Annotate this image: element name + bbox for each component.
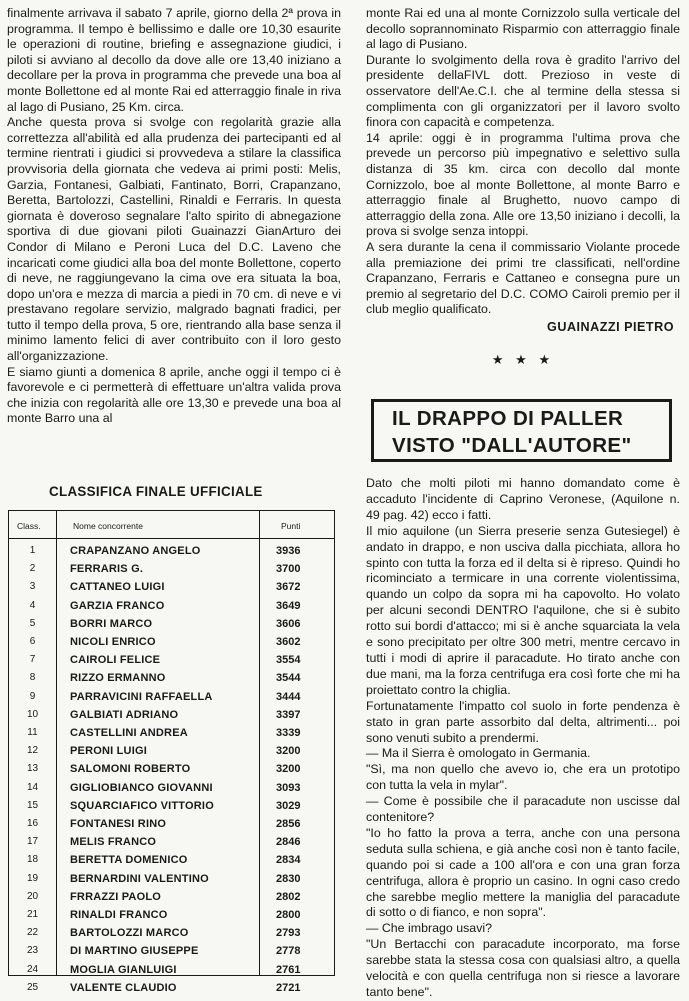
- header-rank: Class.: [17, 521, 41, 531]
- table-header: [9, 511, 334, 539]
- rank-cell: 14: [26, 781, 39, 793]
- article-headline-box: [371, 399, 672, 462]
- rank-cell: 4: [29, 599, 36, 611]
- article-paragraph: "Io ho fatto la prova a terra, anche con una persona seduta sulla schiena, e già anche così non è tanto facile, quando poi si cade a 100 all'ora e con una gran forza centrifuga, allora è proprio un casino. In ogni caso credo che sarebbe meglio mettere la maniglia del paracadute di sotto o di fianco, e non sopra".: [366, 825, 680, 920]
- name-cell: SALOMONI ROBERTO: [70, 763, 191, 776]
- name-cell: BARTOLOZZI MARCO: [70, 927, 189, 940]
- table-row: [9, 815, 334, 833]
- table-row: [9, 797, 334, 815]
- rank-cell: 22: [26, 927, 39, 939]
- name-cell: DI MARTINO GIUSEPPE: [70, 945, 199, 958]
- points-cell: 2721: [276, 981, 301, 994]
- article-paragraph: "Sì, ma non quello che avevo io, che era un prototipo con tutta la vela in mylar".: [366, 762, 680, 793]
- left-column: [7, 6, 341, 427]
- name-cell: BERETTA DOMENICO: [70, 854, 188, 867]
- points-cell: 3397: [276, 708, 301, 721]
- headline-line-2: VISTO "DALL'AUTORE": [392, 434, 632, 457]
- name-cell: CASTELLINI ANDREA: [70, 727, 188, 739]
- points-cell: 3672: [276, 581, 301, 594]
- rank-cell: 13: [26, 763, 39, 775]
- rank-cell: 2: [29, 563, 36, 575]
- table-row: [9, 542, 334, 560]
- table-row: [9, 578, 334, 596]
- right-paragraph-1: monte Rai ed una al monte Cornizzolo sulla verticale del decollo soprannominato Risparmio con atterraggio finale al lago di Pusiano.: [366, 6, 680, 52]
- rank-cell: 6: [29, 636, 36, 647]
- name-cell: FRRAZZI PAOLO: [70, 890, 161, 903]
- table-row: [9, 906, 334, 924]
- table-row: [9, 851, 334, 869]
- points-cell: 2834: [276, 854, 301, 867]
- name-cell: GARZIA FRANCO: [70, 599, 165, 612]
- name-cell: CAIROLI FELICE: [70, 654, 161, 667]
- name-cell: NICOLI ENRICO: [70, 636, 156, 648]
- article-paragraph: Il mio aquilone (un Sierra preserie senza Gutesiegel) è andato in drappo, e non usciva dalla picchiata, allora ho spinto con tutta la forza ed il delta si è ripreso. Quindi ho ricominciato a termicare in una corrente violentissima, quando un colpo da sopra mi ha capovolto. Ho volato per alcuni secondi DENTRO l'aquilone, che si è subito rotto sui bordi d'attacco; mi si è anche squarciata la vela e sono precipitato per oltre 300 metri, mentre cercavo in tutti i modi di aprire il paracadute. Ho tirato anche con due mani, ma la forza centrifuga era così forte che mi ha proiettato contro la chiglia.: [366, 523, 680, 697]
- name-cell: MELIS FRANCO: [70, 836, 157, 849]
- name-cell: RIZZO ERMANNO: [70, 672, 166, 685]
- table-row: [9, 615, 334, 633]
- rank-cell: 3: [29, 581, 36, 593]
- points-cell: 3700: [276, 563, 301, 576]
- table-row: [9, 724, 334, 742]
- name-cell: FERRARIS G.: [70, 563, 144, 576]
- rank-cell: 25: [26, 981, 39, 993]
- points-cell: 2856: [276, 818, 301, 830]
- headline-line-1: IL DRAPPO DI PALLER: [392, 407, 624, 430]
- rank-cell: 19: [26, 872, 39, 884]
- table-row: [9, 870, 334, 888]
- points-cell: 2778: [276, 945, 301, 958]
- header-points: Punti: [281, 521, 301, 531]
- left-paragraph-1: finalmente arrivava il sabato 7 aprile, giorno della 2ª prova in programma. Il tempo è bellissimo e dalle ore 10,30 esaurite le operazioni di routine, briefing e assegnazione giudici, i piloti si avviano al decollo da dove alle ore 13,40 iniziano a decollare per la prova in programma che prevede una boa al monte Bollettone ed al monte Rai ed atterraggio finale in riva al lago di Pusiano, 25 Km. circa.: [7, 6, 341, 114]
- name-cell: CRAPANZANO ANGELO: [70, 545, 201, 557]
- rank-cell: 24: [26, 963, 39, 975]
- rank-cell: 21: [26, 909, 39, 920]
- rank-cell: 15: [26, 799, 39, 811]
- points-cell: 3093: [276, 781, 301, 794]
- name-cell: CATTANEO LUIGI: [70, 581, 165, 594]
- right-paragraph-4: A sera durante la cena il commissario Violante procede alla premiazione dei primi tre classificati, nell'ordine Crapanzano, Ferraris e Cattaneo e consegna pure un premio al segretario del D.C. COMO Cairoli premio per il club meglio qualificato.: [366, 239, 680, 317]
- points-cell: 2800: [276, 909, 301, 921]
- header-name: Nome concorrente: [73, 521, 143, 531]
- name-cell: FONTANESI RINO: [70, 818, 167, 830]
- points-cell: 3200: [276, 763, 301, 776]
- table-row: [9, 779, 334, 797]
- table-row: [9, 833, 334, 851]
- results-table: [8, 510, 335, 994]
- points-cell: 2761: [276, 963, 301, 976]
- table-row: [9, 688, 334, 706]
- name-cell: RINALDI FRANCO: [70, 909, 168, 921]
- points-cell: 3029: [276, 799, 301, 812]
- article-paragraph: — Come è possibile che il paracadute non uscisse dal contenitore?: [366, 794, 680, 825]
- points-cell: 2846: [276, 836, 301, 849]
- points-cell: 3544: [276, 672, 301, 685]
- rank-cell: 16: [26, 818, 39, 829]
- table-row: [9, 942, 334, 960]
- article-body: [366, 476, 680, 1001]
- table-row: [9, 979, 334, 997]
- points-cell: 2793: [276, 927, 301, 940]
- article-paragraph: Dato che molti piloti mi hanno domandato come è accaduto l'incidente di Caprino Veronese, (Aquilone n. 49 pag. 42) ecco i fatti.: [366, 476, 680, 522]
- rank-cell: 7: [29, 654, 36, 666]
- rank-cell: 5: [29, 617, 36, 629]
- points-cell: 2830: [276, 872, 301, 885]
- name-cell: BERNARDINI VALENTINO: [70, 872, 209, 885]
- points-cell: 3649: [276, 599, 301, 612]
- name-cell: VALENTE CLAUDIO: [70, 981, 177, 994]
- points-cell: 3554: [276, 654, 301, 667]
- article-paragraph: — Ma il Sierra è omologato in Germania.: [366, 746, 591, 761]
- name-cell: BORRI MARCO: [70, 617, 153, 630]
- points-cell: 3200: [276, 745, 301, 758]
- rank-cell: 20: [26, 890, 39, 902]
- name-cell: GIGLIOBIANCO GIOVANNI: [70, 781, 213, 794]
- points-cell: 3444: [276, 690, 301, 703]
- table-row: [9, 961, 334, 979]
- name-cell: MOGLIA GIANLUIGI: [70, 963, 177, 976]
- rank-cell: 18: [26, 854, 39, 866]
- article-paragraph: — Che imbrago usavi?: [366, 921, 493, 936]
- rank-cell: 10: [26, 708, 39, 720]
- right-paragraph-3: 14 aprile: oggi è in programma l'ultima prova che prevede un percorso più impegnativo e selettivo sulla distanza di 35 km. circa con decollo dal monte Cornizzolo, boe al monte Bollettone, al monte Barro e atterraggio finale al Brughetto, nuovo campo di atterraggio della zona. Alle ore 13,50 iniziano i decolli, la prova si svolge senza intoppi.: [366, 130, 680, 239]
- name-cell: SQUARCIAFICO VITTORIO: [70, 799, 214, 812]
- table-row: [9, 924, 334, 942]
- points-cell: 2802: [276, 890, 301, 903]
- rank-cell: 8: [29, 672, 36, 684]
- name-cell: PARRAVICINI RAFFAELLA: [70, 690, 213, 703]
- table-row: [9, 633, 334, 651]
- right-paragraph-2: Durante lo svolgimento della rova è gradito l'arrivo del presidente dellaFIVL dott. Prezioso in veste di osservatore dell'Ae.C.I. che al termine della stessa si complimenta con gli organizzatori per il lavoro svolto finora con capacità e competenza.: [366, 52, 680, 130]
- table-row: [9, 742, 334, 760]
- table-title: CLASSIFICA FINALE UFFICIALE: [49, 484, 263, 499]
- table-row: [9, 597, 334, 615]
- table-row: [9, 651, 334, 669]
- right-column: [366, 6, 680, 318]
- author-signature: GUAINAZZI PIETRO: [547, 320, 674, 334]
- name-cell: PERONI LUIGI: [70, 745, 147, 758]
- name-cell: GALBIATI ADRIANO: [70, 708, 179, 721]
- table-row: [9, 669, 334, 687]
- table-row: [9, 888, 334, 906]
- rank-cell: 12: [26, 745, 39, 757]
- table-row: [9, 560, 334, 578]
- table-row: [9, 760, 334, 778]
- rank-cell: 11: [27, 727, 38, 738]
- points-cell: 3936: [276, 545, 301, 557]
- points-cell: 3339: [276, 727, 301, 739]
- rank-cell: 17: [26, 836, 39, 848]
- section-separator: ★ ★ ★: [491, 352, 555, 367]
- rank-cell: 23: [26, 945, 39, 957]
- points-cell: 3602: [276, 636, 301, 648]
- table-row: [9, 706, 334, 724]
- article-paragraph: "Un Bertacchi con paracadute incorporato, ma forse sarebbe stata la stessa cosa con qualsiasi altro, a quella velocità e con quella centrifuga non si riesce a lavorare tanto bene".: [366, 937, 680, 999]
- left-paragraph-3: E siamo giunti a domenica 8 aprile, anche oggi il tempo ci è favorevole e ci permetterà di effettuare un'altra valida prova che inizia con regolarità alle ore 13,30 e prevede una boa al monte Barro una al: [7, 364, 341, 426]
- left-paragraph-2: Anche questa prova si svolge con regolarità grazie alla correttezza all'abilità ed alla prudenza dei partecipanti ed al termine rientrati i giudici si provvedeva a stilare la classifica provvisoria della giornata che vedeva ai primi posti: Melis, Garzia, Fontanesi, Galbiati, Fantinato, Borri, Crapanzano, Beretta, Bartolozzi, Castellini, Rinaldi e Ferraris. In questa giornata è doveroso segnalare l'alto spirito di abnegazione sportiva di due giovani piloti Guainazzi GianArturo dei Condor di Milano e Peroni Luca del D.C. Laveno che incaricati come giudici alla boa del monte Bollettone, coperto di neve, ne raggiungevano la cima ove era situata la boa, dopo un'ora e mezza di marcia a piedi in 70 cm. di neve e vi prestavano regolare servizio, malgrado bagnati fradici, per tutto il tempo della prova, 5 ore, rientrando alla base senza il minimo lamento felici di aver contribuito con il loro gesto all'organizzazione.: [7, 115, 341, 364]
- article-paragraph: Fortunatamente l'impatto col suolo in forte pendenza è stato in gran parte assorbito dal delta, altrimenti... poi sono venuti subito a prendermi.: [366, 698, 680, 745]
- rank-cell: 1: [29, 545, 36, 556]
- rank-cell: 9: [29, 690, 36, 702]
- points-cell: 3606: [276, 617, 301, 630]
